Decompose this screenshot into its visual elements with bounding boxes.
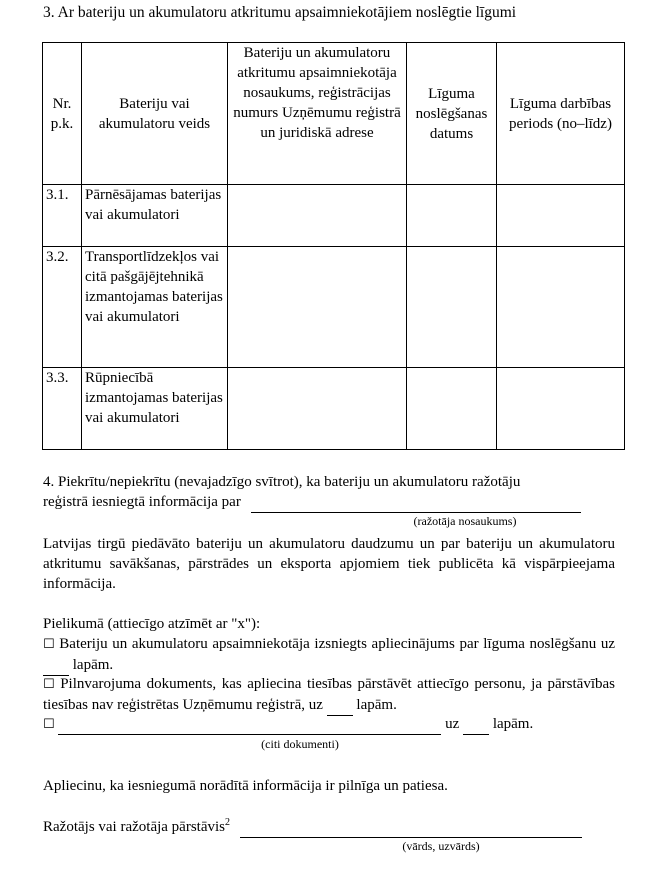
row-manager-cell[interactable] <box>228 185 407 247</box>
table-row <box>43 185 625 247</box>
table-row <box>43 368 625 450</box>
table-header-row <box>43 43 625 185</box>
attachment-item-3-uz: uz <box>445 716 460 732</box>
attachments-intro: Pielikumā (attiecīgo atzīmēt ar "x"): <box>43 616 261 632</box>
attachment-item-1 <box>43 634 615 676</box>
row-number: 3.1. <box>43 185 82 247</box>
header-battery-type: Bateriju vai akumulatoru veids <box>82 43 228 185</box>
checkbox-icon[interactable]: ☐ <box>43 637 55 652</box>
certification-statement: Apliecinu, ka iesniegumā norādītā informācija ir pilnīga un patiesa. <box>43 778 448 794</box>
row-battery-type: Rūpniecībā izmantojamas baterijas vai akumulatori <box>82 368 228 450</box>
row-period-cell[interactable] <box>497 247 625 368</box>
attachment-item-3 <box>43 714 615 735</box>
producer-name-field[interactable] <box>251 492 581 513</box>
signature-label: Ražotājs vai ražotāja pārstāvis <box>43 819 226 835</box>
section-4-line-1: 4. Piekrītu/nepiekrītu (nevajadzīgo svītrot), ka bateriju un akumulatoru ražotāju <box>43 474 521 490</box>
header-contract-period: Līguma darbības periods (no–līdz) <box>497 43 625 185</box>
section-4-line-2 <box>43 492 615 513</box>
header-contract-date: Līguma noslēgšanas datums <box>407 43 497 185</box>
row-period-cell[interactable] <box>497 368 625 450</box>
attachment-item-2 <box>43 674 615 716</box>
row-period-cell[interactable] <box>497 185 625 247</box>
attachment-item-2-text: Pilnvarojuma dokuments, kas apliecina tiesības pārstāvēt attiecīgo personu, ja pārstāvības tiesības nav reģistrētas Uzņēmumu reģistrā, uz <box>43 676 616 713</box>
row-number: 3.2. <box>43 247 82 368</box>
producer-name-caption: (ražotāja nosaukums) <box>413 514 517 528</box>
attachment-item-1-pages-label: lapām. <box>72 657 114 673</box>
checkbox-icon[interactable]: ☐ <box>43 677 55 692</box>
signature-line <box>43 817 615 838</box>
row-manager-cell[interactable] <box>228 247 407 368</box>
other-documents-field[interactable] <box>58 714 441 735</box>
attachment-2-pages-field[interactable] <box>327 695 353 716</box>
row-date-cell[interactable] <box>407 368 497 450</box>
section-3-heading: 3. Ar bateriju un akumulatoru atkritumu apsaimniekotājiem noslēgtie līgumi <box>43 4 517 21</box>
attachment-item-1-text: Bateriju un akumulatoru apsaimniekotāja izsniegts apliecinājums par līguma noslēgšanu uz <box>59 636 615 652</box>
footnote-marker: 2 <box>225 817 231 828</box>
row-number: 3.3. <box>43 368 82 450</box>
attachment-1-pages-field[interactable] <box>43 655 69 676</box>
contracts-table <box>42 42 625 450</box>
section-4-line-2-text: reģistrā iesniegtā informācija par <box>43 494 241 510</box>
attachment-item-3-pages-label: lapām. <box>492 716 534 732</box>
table-row <box>43 247 625 368</box>
row-battery-type: Transportlīdzekļos vai citā pašgājējtehnikā izmantojamas baterijas vai akumulatori <box>82 247 228 368</box>
attachment-3-pages-field[interactable] <box>463 714 489 735</box>
section-4-paragraph: Latvijas tirgū piedāvāto bateriju un akumulatoru daudzumu un par bateriju un akumulatoru atkritumu savākšanas, pārstrādes un eksporta apjomiem tiek publicēta kā vispārpieejama informācija. <box>43 536 615 592</box>
row-date-cell[interactable] <box>407 185 497 247</box>
other-documents-caption: (citi dokumenti) <box>261 737 339 751</box>
row-battery-type: Pārnēsājamas baterijas vai akumulatori <box>82 185 228 247</box>
signature-name-field[interactable] <box>240 817 582 838</box>
row-date-cell[interactable] <box>407 247 497 368</box>
row-manager-cell[interactable] <box>228 368 407 450</box>
attachment-item-2-pages-label: lapām. <box>356 697 397 713</box>
header-nr: Nr. p.k. <box>43 43 82 185</box>
signature-caption: (vārds, uzvārds) <box>402 839 480 853</box>
header-manager: Bateriju un akumulatoru atkritumu apsaimniekotāja nosaukums, reģistrācijas numurs Uzņēmumu reģistrā un juridiskā adrese <box>228 43 407 185</box>
checkbox-icon[interactable]: ☐ <box>43 717 55 732</box>
